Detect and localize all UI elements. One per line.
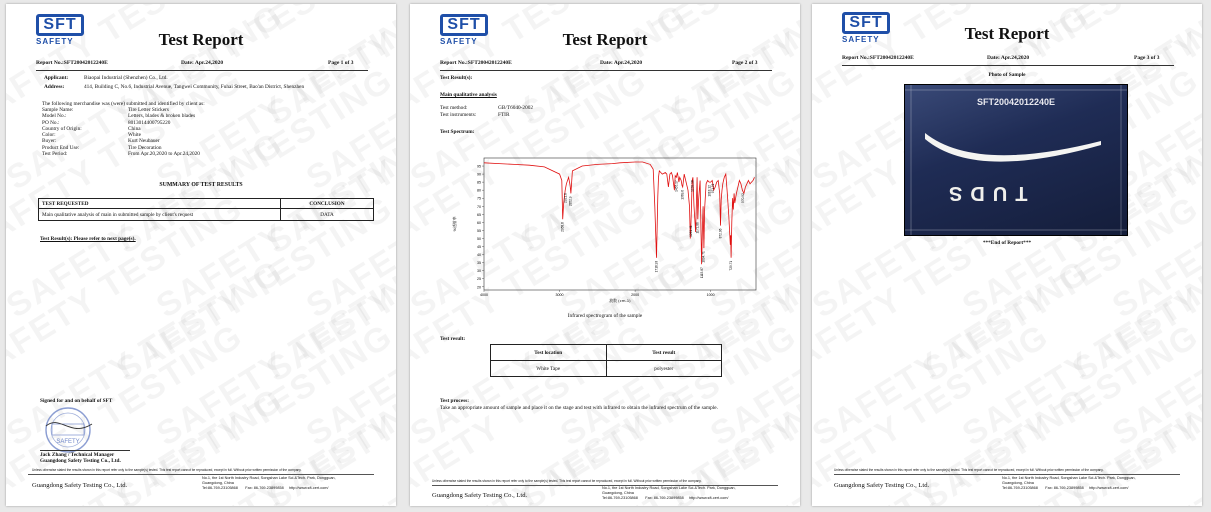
company-stamp — [40, 404, 100, 456]
peak-label: 1239.18 — [690, 180, 695, 192]
y-axis-label: %透射率 — [452, 216, 457, 232]
peak-label: 872.06 — [718, 228, 723, 239]
y-tick-label: 75 — [477, 196, 481, 201]
header-rule — [440, 70, 772, 71]
footer-note: Unless otherwise stated the results shown in this report refer only to the sample(s) tested. This test report cannot be reproduced, except in full. Without prior written permission of the company. — [834, 468, 1104, 472]
signature-rule — [40, 450, 130, 451]
field-label: Model No.: — [42, 113, 67, 120]
result-location-cell: White Tape — [491, 361, 607, 377]
watermark-text — [110, 61, 396, 263]
footer-fax: Fax: 86-769-23899858 — [645, 496, 684, 500]
footer-web: http://www.sft-cert.com/ — [688, 496, 729, 500]
header-rule — [842, 65, 1174, 66]
footer-tel: Tel:86-769-23105868 — [202, 486, 238, 490]
footer-addr-line2: Guangdong, China — [202, 481, 234, 485]
footer-company: Guangdong Safety Testing Co., Ltd. — [432, 492, 528, 499]
y-tick-label: 70 — [477, 204, 481, 209]
report-number: Report No.:SFT20042012240E — [842, 55, 914, 61]
report-date: Date: Apr.24,2020 — [600, 60, 643, 66]
page-number: Page 2 of 3 — [732, 60, 758, 66]
table-row-requested: Main qualitative analysis of main in submitted sample by client's request — [39, 209, 281, 221]
address-value: 414, Building C, No.6, Industrial Avenue, Tangwei Community, Fuhai Street, Bao'an District, Shenzhen — [84, 84, 305, 90]
footer-web: http://www.sft-cert.com/ — [1088, 486, 1129, 490]
logo-sub: SAFETY — [440, 37, 478, 46]
report-page-1 — [6, 4, 396, 506]
stamp-text: SAFETY — [56, 439, 80, 445]
summary-table — [38, 198, 374, 221]
result-value-cell: polyester — [606, 361, 722, 377]
y-tick-label: 90 — [477, 172, 481, 177]
peak-label: 1455.17 — [674, 180, 679, 192]
test-result-label: Test result: — [440, 336, 466, 342]
field-label: PO No.: — [42, 119, 60, 126]
report-date: Date: Apr.24,2020 — [181, 60, 224, 66]
field-label: Product End Use: — [42, 144, 80, 151]
y-tick-label: 80 — [477, 188, 481, 193]
field-label: Color: — [42, 132, 56, 139]
table-row-conclusion: DATA — [281, 209, 374, 221]
x-tick-label: 2000 — [631, 293, 640, 297]
instrument-value: FTIR — [498, 112, 510, 118]
photo-letters: TUDS — [941, 182, 1028, 204]
field-value: Letters, blades & broken blades — [128, 113, 196, 120]
watermark-text — [812, 253, 1096, 455]
y-tick-label: 40 — [477, 253, 481, 258]
logo-text: SFT — [440, 14, 488, 36]
logo-sub: SAFETY — [842, 35, 880, 44]
report-number: Report No.:SFT20042012240E — [440, 60, 512, 66]
footer-rule — [834, 474, 1180, 475]
watermark-text — [1106, 253, 1202, 455]
applicant-value: Biaopai Industrial (Shenzhen) Co., Ltd. — [84, 75, 168, 81]
sample-fields — [42, 107, 200, 157]
end-of-report: ***End of Report*** — [982, 240, 1032, 246]
result-table — [490, 344, 722, 377]
peak-label: 1261.41 — [688, 225, 693, 237]
sample-field-row — [42, 151, 200, 157]
footer-address — [602, 486, 736, 501]
photo-caption: SFT20042012240E — [976, 97, 1056, 107]
peak-label: 971.91 — [710, 183, 715, 194]
address-label: Address: — [44, 84, 65, 90]
intro-text: The following merchandise was (were) submitted and identified by client as: — [42, 101, 205, 107]
results-label: Test Result(s): — [440, 75, 473, 81]
peak-label: 729.71 — [729, 260, 734, 271]
y-tick-label: 85 — [477, 180, 481, 185]
watermark-text — [260, 61, 396, 263]
watermark-text — [6, 61, 250, 263]
footer-address — [202, 476, 336, 491]
x-axis-label: 波数 (cm-1) — [609, 298, 631, 303]
signer-company: Guangdong Safety Testing Co., Ltd. — [40, 458, 121, 464]
peak-label: 1018.12 — [707, 185, 712, 197]
plot-frame — [484, 158, 756, 290]
field-value: Tire Decoration — [128, 144, 162, 151]
instrument-label: Test instruments: — [440, 112, 477, 118]
field-value: Kurt Neubauer — [128, 138, 160, 145]
y-tick-label: 20 — [477, 285, 481, 290]
x-tick-label: 1000 — [706, 293, 715, 297]
watermark-text — [300, 125, 396, 327]
footer-addr-line2: Guangdong, China — [1002, 481, 1034, 485]
peak-label: 1172.86 — [695, 222, 700, 234]
field-label: Sample Name: — [42, 107, 74, 113]
peak-label: 1716.93 — [654, 260, 659, 273]
sample-photo — [904, 84, 1128, 236]
field-value: Tire Letter Stickers — [128, 107, 169, 113]
col-test-requested: TEST REQUESTED — [39, 199, 281, 209]
footer-company: Guangdong Safety Testing Co., Ltd. — [834, 482, 930, 489]
field-value: China — [128, 125, 141, 132]
y-tick-label: 25 — [477, 277, 481, 282]
footer-addr-line1: No.1, the 1st North Industry Road, Songshan Lake Sci.&Tech. Park, Dongguan, — [602, 486, 736, 490]
footer-tel: Tel:86-769-23105868 — [1002, 486, 1038, 490]
summary-title: SUMMARY OF TEST RESULTS — [159, 182, 243, 188]
ir-spectrum-chart — [444, 150, 764, 308]
field-label: Country of Origin: — [42, 125, 82, 132]
col-conclusion: CONCLUSION — [281, 199, 374, 209]
report-title: Test Report — [964, 24, 1050, 43]
peak-label: 1094.71 — [701, 251, 706, 263]
applicant-label: Applicant: — [44, 75, 69, 81]
footer-note: Unless otherwise stated the results shown in this report refer only to the sample(s) tested. This test report cannot be reproduced, except in full. Without prior written permission of the company. — [32, 468, 302, 472]
field-value: 8013014400795220 — [128, 119, 171, 126]
photo-label: Photo of Sample — [988, 72, 1026, 78]
peak-label: 2852.9 — [568, 196, 573, 207]
y-tick-label: 55 — [477, 228, 481, 233]
footer-note: Unless otherwise stated the results shown in this report refer only to the sample(s) tested. This test report cannot be reproduced, except in full. Without prior written permission of the company. — [432, 479, 702, 483]
watermark-text — [956, 253, 1202, 455]
method-label: Test method: — [440, 105, 468, 111]
footer-web: http://www.sft-cert.com/ — [288, 486, 329, 490]
report-title: Test Report — [562, 30, 648, 49]
process-text: Take an appropriate amount of sample and place it on the stage and test with infrared to obtain the infrared spectrum of the sample. — [440, 405, 718, 411]
peak-label: 1369.6 — [680, 189, 685, 200]
y-tick-label: 95 — [477, 164, 481, 169]
logo-text: SFT — [842, 12, 890, 34]
report-page-2 — [410, 4, 800, 506]
page-number: Page 1 of 3 — [328, 60, 354, 66]
y-tick-label: 65 — [477, 212, 481, 217]
signed-text: Signed for and on behalf of SFT — [40, 398, 113, 404]
y-tick-label: 35 — [477, 261, 481, 266]
footer-addr-line1: No.1, the 1st North Industry Road, Songshan Lake Sci.&Tech. Park, Dongguan, — [1002, 476, 1136, 480]
footer-fax: Fax: 86-769-23899858 — [245, 486, 284, 490]
field-label: Test Period: — [42, 151, 68, 158]
y-tick-label: 30 — [477, 269, 481, 274]
report-number: Report No.:SFT20042012240E — [36, 60, 108, 66]
watermark-text — [150, 253, 396, 455]
report-page-3 — [812, 4, 1202, 506]
watermark-text — [300, 253, 396, 455]
method-value: GB/T6040-2002 — [498, 105, 534, 111]
footer-addr-line1: No.1, the 1st North Industry Road, Songshan Lake Sci.&Tech. Park, Dongguan, — [202, 476, 336, 480]
process-label: Test process: — [440, 398, 469, 404]
spectrum-label: Test Spectrum: — [440, 129, 475, 135]
footer-address — [1002, 476, 1136, 491]
spectrum-line — [484, 162, 755, 264]
peak-label: 570.92 — [741, 193, 746, 203]
field-label: Buyer: — [42, 138, 57, 145]
footer-fax: Fax: 86-769-23899858 — [1045, 486, 1084, 490]
watermark — [812, 4, 1202, 506]
page-number: Page 3 of 3 — [1134, 55, 1160, 61]
y-tick-label: 60 — [477, 220, 481, 225]
col-test-location: Test location — [491, 345, 607, 361]
y-tick-label: 45 — [477, 245, 481, 250]
header-rule — [36, 70, 368, 71]
peak-label: 2958.8 — [560, 222, 565, 232]
peak-label: 2921.8 — [563, 193, 568, 203]
footer-addr-line2: Guangdong, China — [602, 491, 634, 495]
y-tick-label: 50 — [477, 236, 481, 241]
results-note: Test Result(s): Please refer to next page(s). — [40, 236, 136, 242]
col-test-result: Test result — [606, 345, 722, 361]
footer-company: Guangdong Safety Testing Co., Ltd. — [32, 482, 128, 489]
x-tick-label: 3000 — [555, 293, 564, 297]
signer-name: Jack Zhang / Technical Manager — [40, 452, 115, 458]
footer-rule — [28, 474, 374, 475]
analysis-label: Main qualitative analysis — [440, 92, 497, 98]
field-value: From Apr.20,2020 to Apr.24,2020 — [128, 151, 200, 158]
report-title: Test Report — [158, 30, 244, 49]
spectrum-caption: Infrared spectrogram of the sample — [567, 313, 643, 319]
logo-sub: SAFETY — [36, 37, 74, 46]
peak-label: 1115.87 — [699, 267, 704, 279]
logo-text: SFT — [36, 14, 84, 36]
x-tick-label: 4000 — [480, 293, 488, 297]
report-date: Date: Apr.24,2020 — [987, 55, 1030, 61]
field-value: White — [128, 132, 141, 139]
footer-tel: Tel:86-769-23105868 — [602, 496, 638, 500]
